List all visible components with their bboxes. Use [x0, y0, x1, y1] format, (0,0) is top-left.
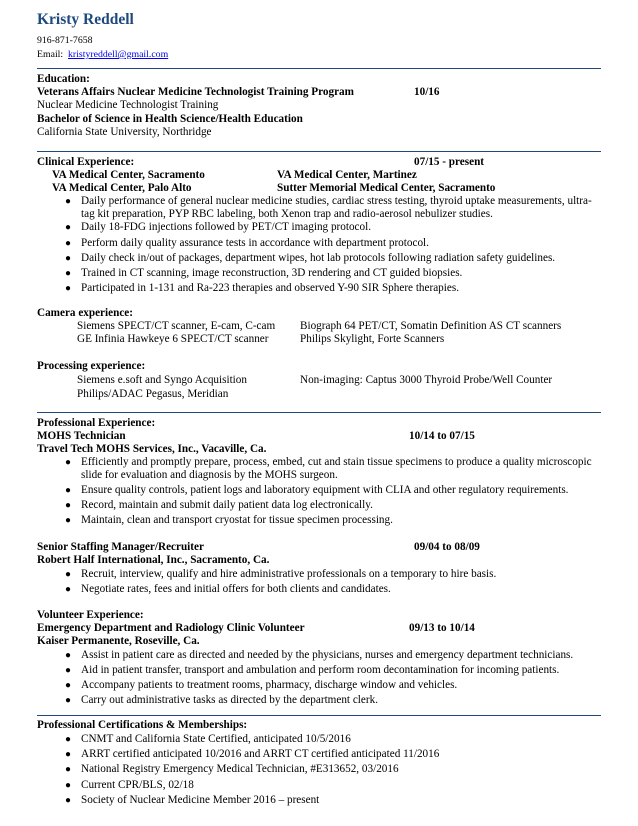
bullet-icon: ●: [65, 222, 72, 233]
bullet-icon: ●: [65, 253, 72, 264]
education-program-date: 10/16: [414, 86, 440, 98]
clinical-heading: Clinical Experience:: [37, 156, 135, 168]
bullet-icon: ●: [65, 283, 72, 294]
clinical-site: VA Medical Center, Martinez: [277, 169, 417, 181]
job-bullet: Record, maintain and submit daily patient data log electronically.: [81, 499, 373, 511]
certification-item: Current CPR/BLS, 02/18: [81, 779, 194, 791]
job-bullet: Maintain, clean and transport cryostat for tissue specimen processing.: [81, 514, 393, 526]
bullet-icon: ●: [65, 196, 72, 207]
clinical-bullet: Perform daily quality assurance tests in accordance with department protocol.: [81, 237, 429, 249]
clinical-bullet: Daily 18-FDG injections followed by PET/CT imaging protocol.: [81, 221, 372, 233]
camera-item: Philips Skylight, Forte Scanners: [300, 333, 445, 345]
job-dates: 09/04 to 08/09: [414, 541, 480, 553]
clinical-site: VA Medical Center, Palo Alto: [52, 182, 192, 194]
candidate-name: Kristy Reddell: [37, 11, 134, 28]
bullet-icon: ●: [65, 650, 72, 661]
clinical-bullet: Daily check in/out of packages, department wipes, hot lab protocols following radiation safety guidelines.: [81, 252, 556, 264]
job-company: Travel Tech MOHS Services, Inc., Vacaville, Ca.: [37, 443, 267, 455]
certifications-heading: Professional Certifications & Memberships:: [37, 719, 248, 731]
processing-item: Non-imaging: Captus 3000 Thyroid Probe/Well Counter: [300, 374, 553, 386]
clinical-site: Sutter Memorial Medical Center, Sacramento: [277, 182, 496, 194]
bullet-icon: ●: [65, 457, 72, 468]
job-dates: 10/14 to 07/15: [409, 430, 475, 442]
certification-item: ARRT certified anticipated 10/2016 and ARRT CT certified anticipated 11/2016: [81, 748, 440, 760]
bullet-icon: ●: [65, 584, 72, 595]
camera-item: Siemens SPECT/CT scanner, E-cam, C-cam: [77, 320, 276, 332]
job-bullet: Negotiate rates, fees and initial offers for both clients and candidates.: [81, 583, 391, 595]
volunteer-bullet: Assist in patient care as directed and needed by the physicians, nurses and emergency department technicians.: [81, 649, 574, 661]
clinical-site: VA Medical Center, Sacramento: [52, 169, 205, 181]
volunteer-bullet: Carry out administrative tasks as directed by the department clerk.: [81, 694, 378, 706]
bullet-icon: ●: [65, 680, 72, 691]
email-label: Email:: [37, 49, 64, 60]
bullet-icon: ●: [65, 780, 72, 791]
bullet-icon: ●: [65, 695, 72, 706]
section-divider: [37, 151, 601, 152]
education-program: Veterans Affairs Nuclear Medicine Technologist Training Program: [37, 86, 354, 98]
clinical-bullet: Trained in CT scanning, image reconstruction, 3D rendering and CT guided biopsies.: [81, 267, 463, 279]
bullet-icon: ●: [65, 569, 72, 580]
section-divider: [37, 68, 601, 69]
bullet-icon: ●: [65, 764, 72, 775]
volunteer-heading: Volunteer Experience:: [37, 609, 144, 621]
job-bullet: Efficiently and promptly prepare, process, embed, cut and stain tissue specimens to produce a quality microscopic slide for evaluation and diagnosis by the MOHS surgeon.: [81, 456, 592, 481]
email-line: [37, 49, 168, 60]
education-school: California State University, Northridge: [37, 126, 212, 138]
volunteer-dates: 09/13 to 10/14: [409, 622, 475, 634]
clinical-bullet: Daily performance of general nuclear medicine studies, cardiac stress testing, thyroid uptake measurements, ultra-tag kit preparation, PYP RBC labeling, both Xenon trap and radio-aerosol nebulizer studies.: [81, 195, 592, 220]
volunteer-bullet: Aid in patient transfer, transport and ambulation and perform room decontamination for incoming patients.: [81, 664, 560, 676]
bullet-icon: ●: [65, 515, 72, 526]
bullet-icon: ●: [65, 238, 72, 249]
professional-heading: Professional Experience:: [37, 417, 156, 429]
certification-item: Society of Nuclear Medicine Member 2016 – present: [81, 794, 320, 806]
phone-number: 916-871-7658: [37, 35, 93, 46]
job-bullet: Ensure quality controls, patient logs and laboratory equipment with CLIA and other regulatory requirements.: [81, 484, 569, 496]
volunteer-bullet: Accompany patients to treatment rooms, pharmacy, discharge window and vehicles.: [81, 679, 458, 691]
bullet-icon: ●: [65, 268, 72, 279]
bullet-icon: ●: [65, 665, 72, 676]
camera-item: Biograph 64 PET/CT, Somatin Definition AS CT scanners: [300, 320, 562, 332]
job-title: Senior Staffing Manager/Recruiter: [37, 541, 204, 553]
bullet-icon: ●: [65, 734, 72, 745]
processing-heading: Processing experience:: [37, 360, 146, 372]
education-degree: Bachelor of Science in Health Science/Health Education: [37, 113, 303, 125]
camera-heading: Camera experience:: [37, 307, 133, 319]
clinical-dates: 07/15 - present: [414, 156, 485, 168]
bullet-icon: ●: [65, 795, 72, 806]
email-link[interactable]: kristyreddell@gmail.com: [68, 49, 169, 60]
education-heading: Education:: [37, 73, 90, 85]
education-program-sub: Nuclear Medicine Technologist Training: [37, 99, 219, 111]
certification-item: National Registry Emergency Medical Technician, #E313652, 03/2016: [81, 763, 399, 775]
volunteer-title: Emergency Department and Radiology Clinic Volunteer: [37, 622, 305, 634]
processing-item: Siemens e.soft and Syngo Acquisition: [77, 374, 247, 386]
section-divider: [37, 412, 601, 413]
processing-item: Philips/ADAC Pegasus, Meridian: [77, 388, 229, 400]
volunteer-company: Kaiser Permanente, Roseville, Ca.: [37, 635, 200, 647]
section-divider: [37, 715, 601, 716]
certification-item: CNMT and California State Certified, anticipated 10/5/2016: [81, 733, 351, 745]
camera-item: GE Infinia Hawkeye 6 SPECT/CT scanner: [77, 333, 269, 345]
clinical-bullet: Participated in 1-131 and Ra-223 therapies and observed Y-90 SIR Sphere therapies.: [81, 282, 459, 294]
job-title: MOHS Technician: [37, 430, 126, 442]
bullet-icon: ●: [65, 749, 72, 760]
bullet-icon: ●: [65, 485, 72, 496]
job-company: Robert Half International, Inc., Sacramento, Ca.: [37, 554, 270, 566]
job-bullet: Recruit, interview, qualify and hire administrative professionals on a temporary to hire basis.: [81, 568, 497, 580]
bullet-icon: ●: [65, 500, 72, 511]
